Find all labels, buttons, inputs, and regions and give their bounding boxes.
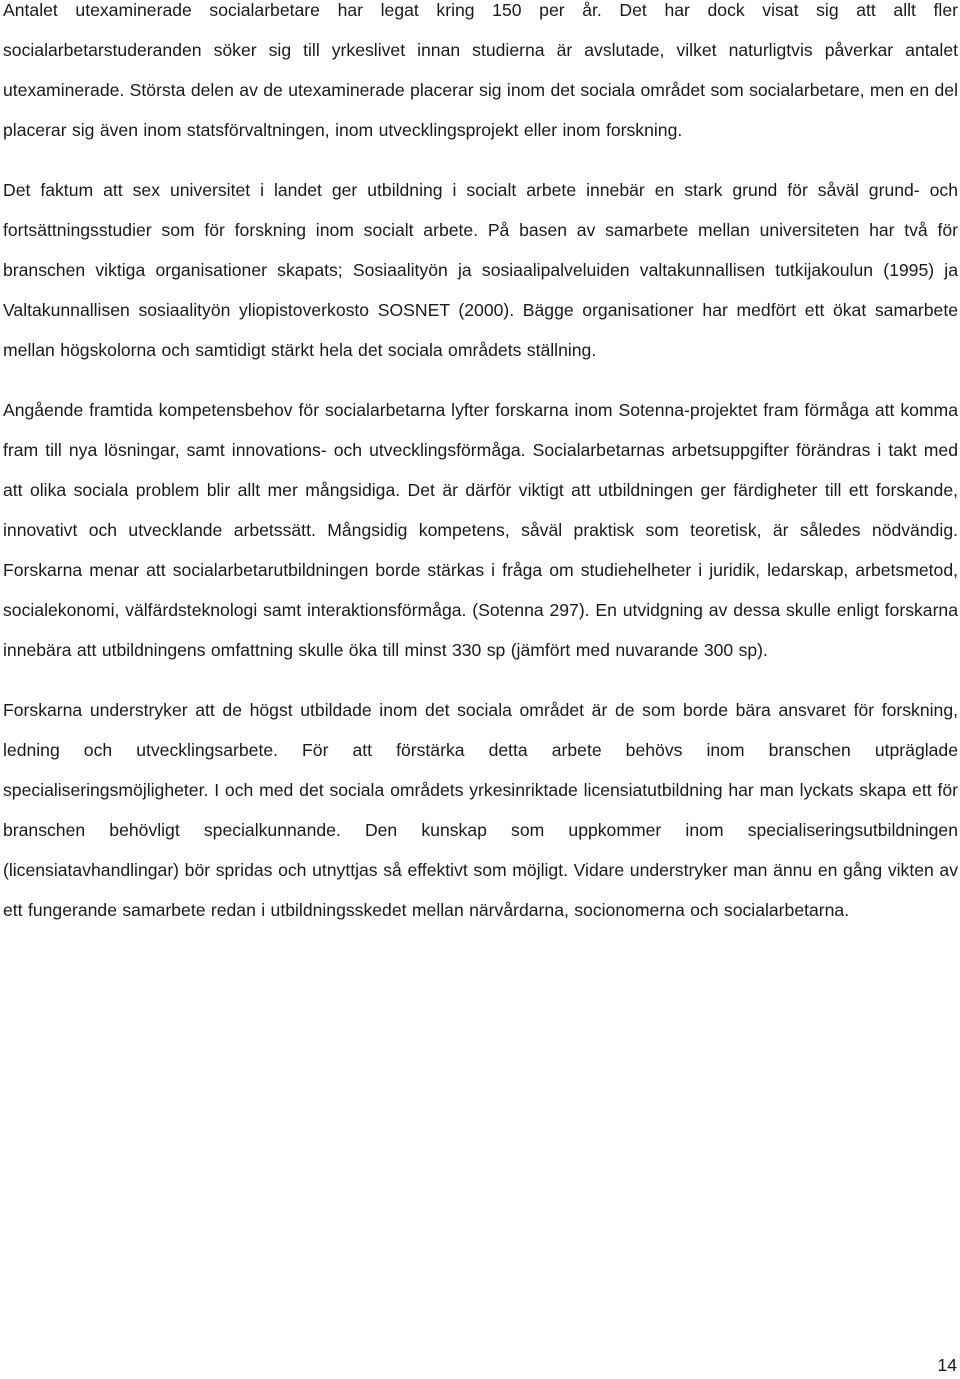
paragraph-universities: Det faktum att sex universitet i landet ger utbildning i socialt arbete innebär en stark grund för såväl grund- och fortsättningsstudier som för forskning inom socialt arbete. På basen av samarbete mellan universiteten har två för branschen viktiga organisationer skapats; Sosiaalityön ja sosiaalipalveluiden valtakunnallisen tutkijakoulun (1995) ja Valtakunnallisen sosiaalityön yliopistoverkosto SOSNET (2000). Bägge organisationer har medfört ett ökat samarbete mellan högskolorna och samtidigt stärkt hela det sociala områdets ställning. xyxy=(3,180,958,360)
paragraph-research-leadership: Forskarna understryker att de högst utbildade inom det sociala området är de som borde bära ansvaret för forskning, ledning och utvecklingsarbete. För att förstärka detta arbete behövs inom branschen utpräglade specialiseringsmöjligheter. I och med det sociala områdets yrkesinriktade licensiatutbildning har man lyckats skapa ett för branschen behövligt specialkunnande. Den kunskap som uppkommer inom specialiseringsutbildningen (licensiatavhandlingar) bör spridas och utnyttjas så effektivt som möjligt. Vidare understryker man ännu en gång vikten av ett fungerande samarbete redan i utbildningsskedet mellan närvårdarna, socionomerna och socialarbetarna. xyxy=(3,700,958,920)
paragraph-graduates: Antalet utexaminerade socialarbetare har legat kring 150 per år. Det har dock visat sig att allt fler socialarbetarstuderanden söker sig till yrkeslivet innan studierna är avslutade, vilket naturligtvis påverkar antalet utexaminerade. Största delen av de utexaminerade placerar sig inom det sociala området som socialarbetare, men en del placerar sig även inom statsförvaltningen, inom utvecklingsprojekt eller inom forskning. xyxy=(3,0,958,140)
page-number: 14 xyxy=(937,1355,957,1375)
paragraph-competence-needs: Angående framtida kompetensbehov för socialarbetarna lyfter forskarna inom Sotenna-projektet fram förmåga att komma fram till nya lösningar, samt innovations- och utvecklingsförmåga. Socialarbetarnas arbetsuppgifter förändras i takt med att olika sociala problem blir allt mer mångsidiga. Det är därför viktigt att utbildningen ger färdigheter till ett forskande, innovativt och utvecklande arbetssätt. Mångsidig kompetens, såväl praktisk som teoretisk, är således nödvändig. Forskarna menar att socialarbetarutbildningen borde stärkas i fråga om studiehelheter i juridik, ledarskap, arbetsmetod, socialekonomi, välfärdsteknologi samt interaktionsförmåga. (Sotenna 297). En utvidgning av dessa skulle enligt forskarna innebära att utbildningens omfattning skulle öka till minst 330 sp (jämfört med nuvarande 300 sp). xyxy=(3,400,958,660)
document-page xyxy=(3,0,958,930)
